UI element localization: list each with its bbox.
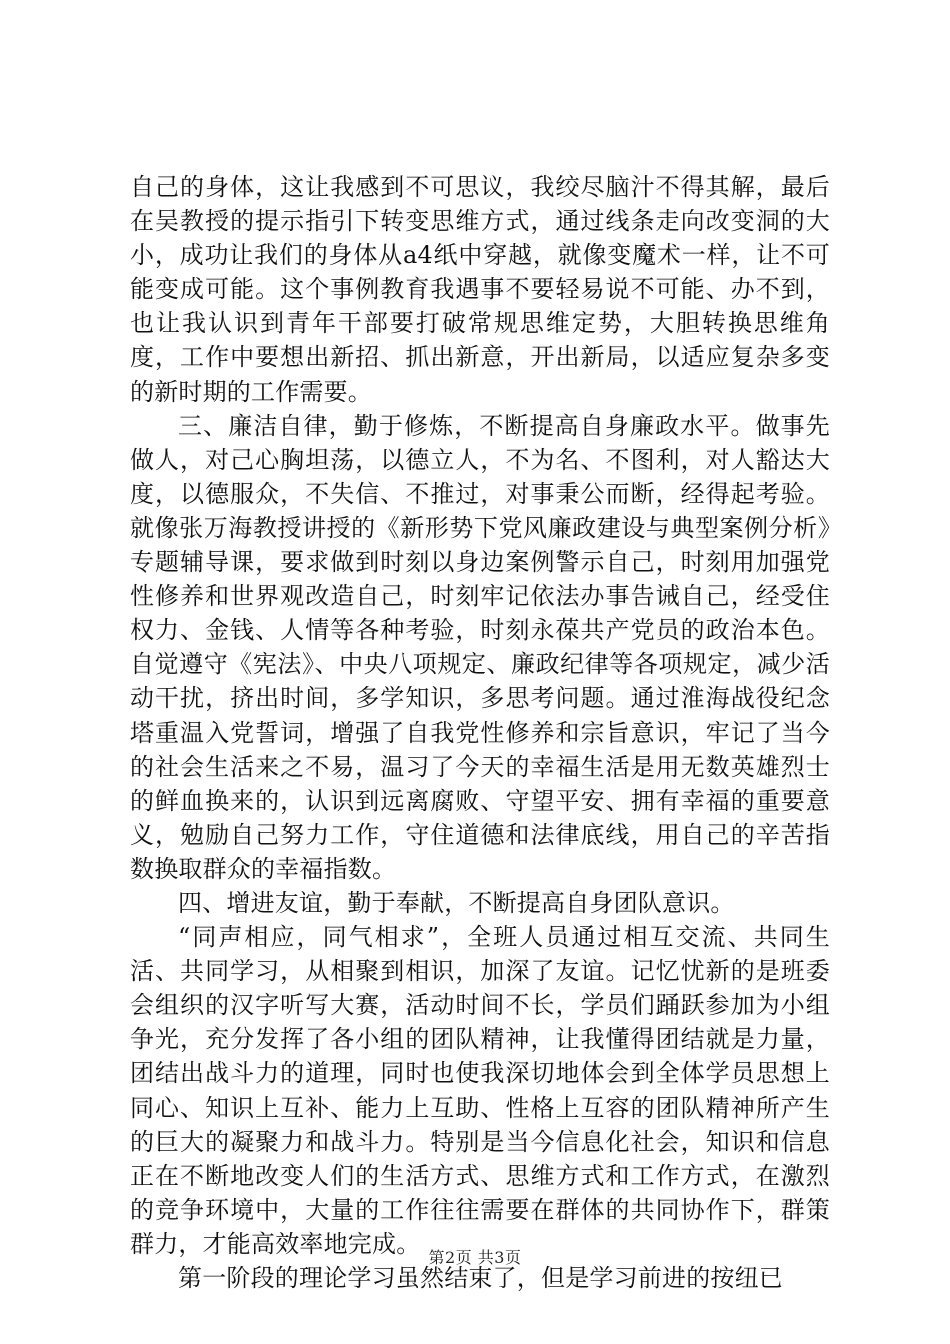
- paragraph-continuation: 自己的身体，这让我感到不可思议，我绞尽脑汁不得其解，最后在吴教授的提示指引下转变思维方式，通过线条走向改变洞的大小，成功让我们的身体从a4纸中穿越，就像变魔术一样，让不可能变成可能。这个事例教育我遇事不要轻易说不可能、办不到，也让我认识到青年干部要打破常规思维定势，大胆转换思维角度，工作中要想出新招、抓出新意，开出新局，以适应复杂多变的新时期的工作需要。: [130, 173, 830, 406]
- page-footer: 第2页 共3页: [428, 1248, 522, 1267]
- paragraph-section-four-heading: 四、增进友谊，勤于奉献，不断提高自身团队意识。: [178, 888, 735, 917]
- paragraph-section-three: 三、廉洁自律，勤于修炼，不断提高自身廉政水平。做事先做人，对己心胸坦荡，以德立人，不为名、不图利，对人豁达大度，以德服众，不失信、不推过，对事秉公而断，经得起考验。就像张万海教授讲授的《新形势下党风廉政建设与典型案例分析》专题辅导课，要求做到时刻以身边案例警示自己，时刻用加强党性修养和世界观改造自己，时刻牢记依法办事告诫自己，经受住权力、金钱、人情等各种考验，时刻永葆共产党员的政治本色。自觉遵守《宪法》、中央八项规定、廉政纪律等各项规定，减少活动干扰，挤出时间，多学知识，多思考问题。通过淮海战役纪念塔重温入党誓词，增强了自我党性修养和宗旨意识，牢记了当今的社会生活来之不易，温习了今天的幸福生活是用无数英雄烈士的鲜血换来的，认识到远离腐败、守望平安、拥有幸福的重要意义，勉励自己努力工作，守住道德和法律底线，用自己的辛苦指数换取群众的幸福指数。: [130, 411, 830, 883]
- paragraph-closing: 第一阶段的理论学习虽然结束了，但是学习前进的按纽已: [178, 1264, 783, 1292]
- paragraph-section-four-body: “同声相应，同气相求”，全班人员通过相互交流、共同生活、共同学习，从相聚到相识，加深了友谊。记忆忧新的是班委会组织的汉字听写大赛，活动时间不长，学员们踊跃参加为小组争光，充分发挥了各小组的团队精神，让我懂得团结就是力量，团结出战斗力的道理，同时也使我深切地体会到全体学员思想上同心、知识上互补、能力上互助、性格上互容的团队精神所产生的巨大的凝聚力和战斗力。特别是当今信息化社会，知识和信息正在不断地改变人们的生活方式、思维方式和工作方式，在激烈的竞争环境中，大量的工作往往需要在群体的共同协作下，群策群力，才能高效率地完成。: [130, 923, 830, 1258]
- document-body: [130, 170, 830, 1295]
